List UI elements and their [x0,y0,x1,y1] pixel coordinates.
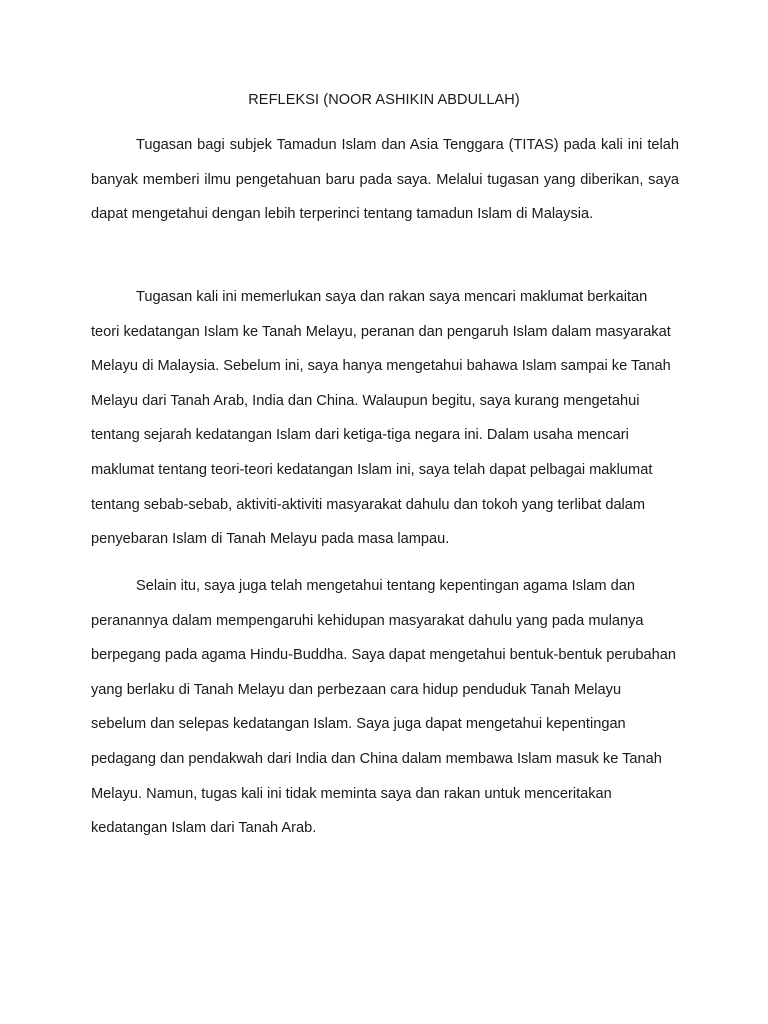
paragraph: Tugasan bagi subjek Tamadun Islam dan Asia Tenggara (TITAS) pada kali ini telah banyak memberi ilmu pengetahuan baru pada saya. Melalui tugasan yang diberikan, saya dapat mengetahui dengan lebih terperinci tentang tamadun Islam di Malaysia. [91,137,679,223]
paragraph: Selain itu, saya juga telah mengetahui tentang kepentingan agama Islam dan peranannya dalam mempengaruhi kehidupan masyarakat dahulu yang pada mulanya berpegang pada agama Hindu-Buddha. Saya dapat mengetahui bentuk-bentuk perubahan yang berlaku di Tanah Melayu dan perbezaan cara hidup penduduk Tanah Melayu sebelum dan selepas kedatangan Islam. Saya juga dapat mengetahui kepentingan pedagang dan pendakwah dari India dan China dalam membawa Islam masuk ke Tanah Melayu. Namun, tugas kali ini tidak meminta saya dan rakan untuk menceritakan kedatangan Islam dari Tanah Arab. [91,578,677,837]
paragraph: Tugasan kali ini memerlukan saya dan rakan saya mencari maklumat berkaitan teori kedatangan Islam ke Tanah Melayu, peranan dan pengaruh Islam dalam masyarakat Melayu di Malaysia. Sebelum ini, saya hanya mengetahui bahawa Islam sampai ke Tanah Melayu dari Tanah Arab, India dan China. Walaupun begitu, saya kurang mengetahui tentang sejarah kedatangan Islam dari ketiga-tiga negara ini. Dalam usaha mencari maklumat tentang teori-teori kedatangan Islam ini, saya telah dapat pelbagai maklumat tentang sebab-sebab, aktiviti-aktiviti masyarakat dahulu dan tokoh yang terlibat dalam penyebaran Islam di Tanah Melayu pada masa lampau. [91,289,671,548]
document-title: REFLEKSI (NOOR ASHIKIN ABDULLAH) [248,92,520,108]
